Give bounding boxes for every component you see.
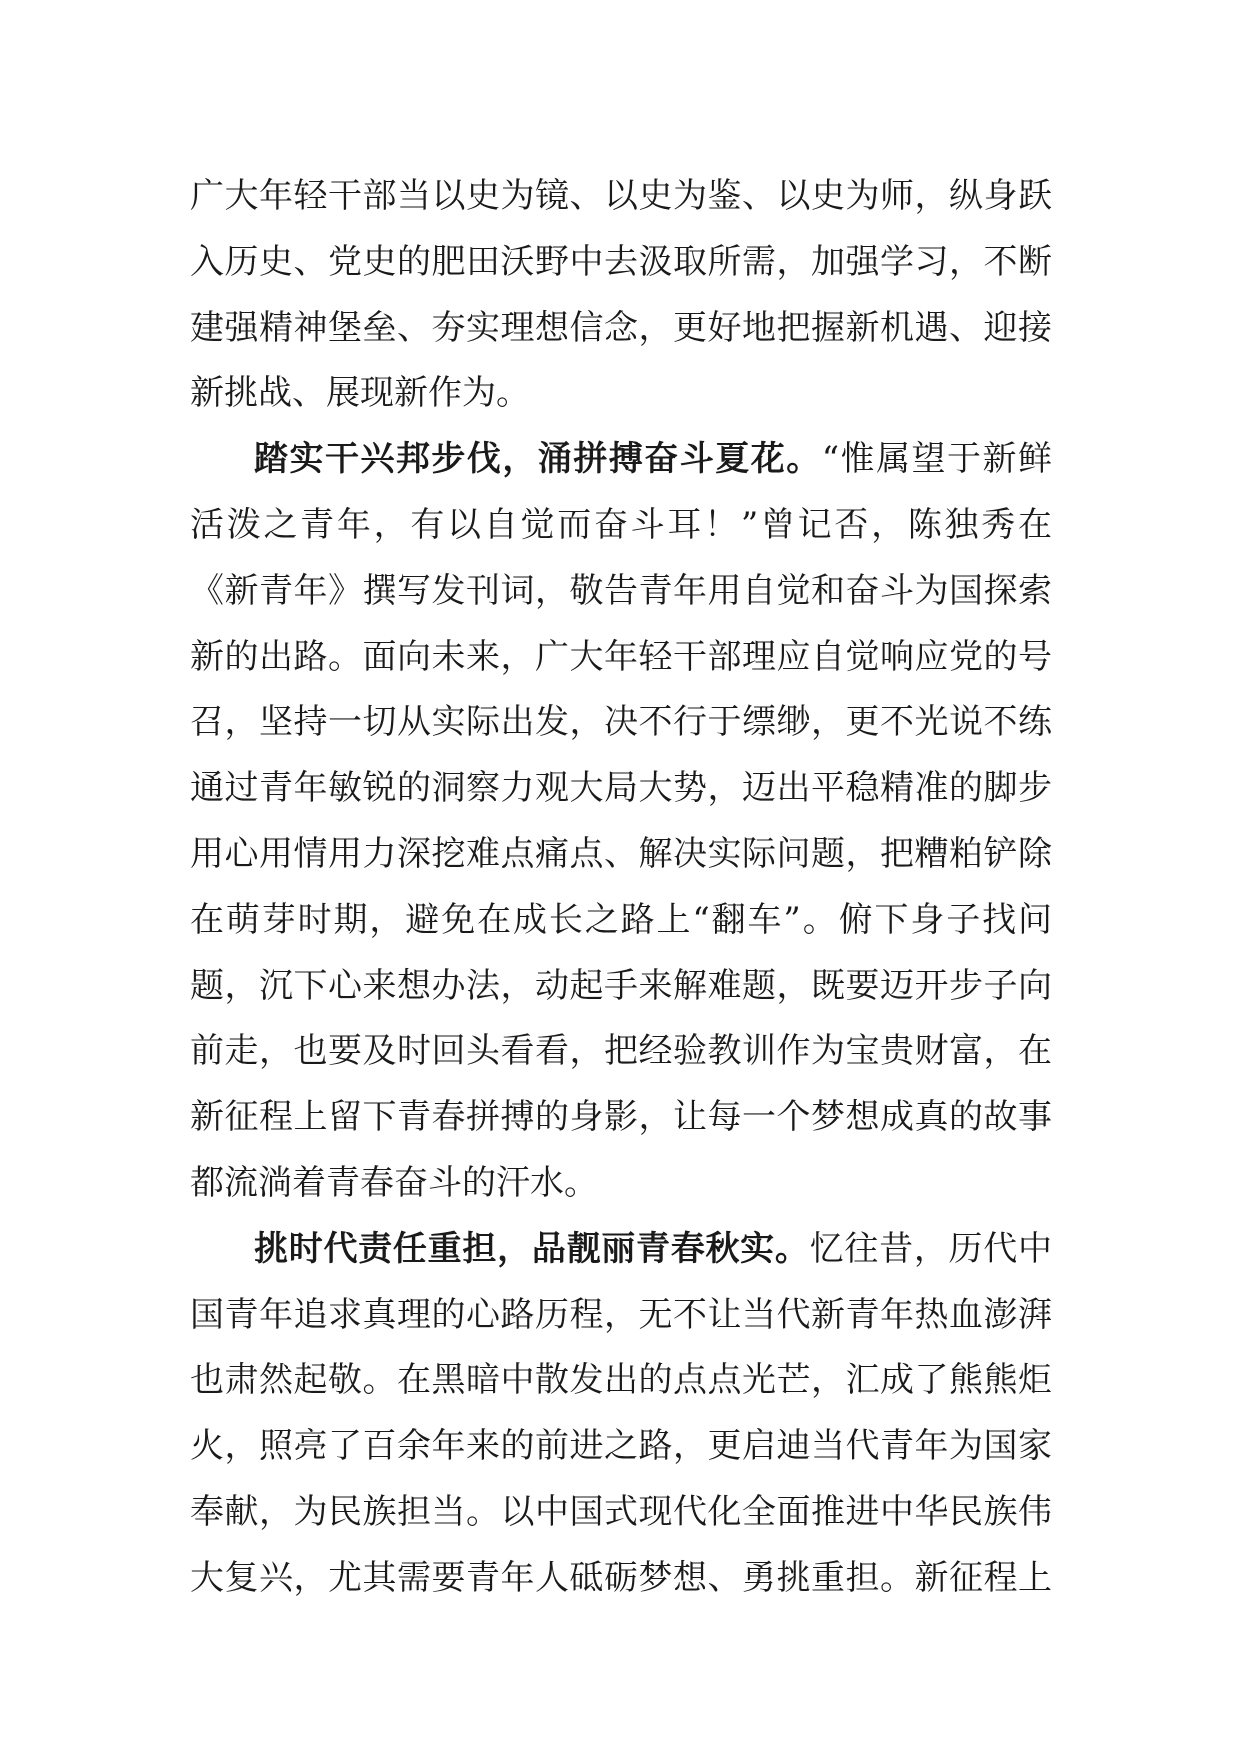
- paragraph-first-line: [190, 427, 1052, 493]
- text-line: 火，照亮了百余年来的前进之路，更启迪当代青年为国家: [190, 1426, 1052, 1467]
- text-line: 也肃然起敬。在黑暗中散发出的点点光芒，汇成了熊熊炬: [190, 1360, 1052, 1401]
- text-span: “惟属望于新鲜: [821, 439, 1052, 480]
- text-line: 大复兴，尤其需要青年人砥砺梦想、勇挑重担。新征程上: [190, 1557, 1052, 1598]
- text-line: 建强精神堡垒、夯实理想信念，更好地把握新机遇、迎接: [190, 307, 1052, 348]
- text-line: 用心用情用力深挖难点痛点、解决实际问题，把糟粕铲除: [190, 833, 1052, 874]
- paragraph-heading: 踏实干兴邦步伐，涌拼搏奋斗夏花。: [254, 439, 822, 480]
- text-line: 《新青年》撰写发刊词，敬告青年用自觉和奋斗为国探索: [190, 570, 1052, 611]
- paragraph-2: [190, 427, 1052, 1217]
- document-page: [190, 164, 1052, 1612]
- text-line: 新的出路。面向未来，广大年轻干部理应自觉响应党的号: [190, 636, 1052, 677]
- text-line: 前走，也要及时回头看看，把经验教训作为宝贵财富，在: [190, 1031, 1052, 1072]
- text-span: 忆往昔，历代中: [809, 1228, 1053, 1269]
- text-line: 广大年轻干部当以史为镜、以史为鉴、以史为师，纵身跃: [190, 176, 1052, 216]
- text-line: 在萌芽时期，避免在成长之路上“翻车”。俯下身子找问: [190, 899, 1052, 940]
- text-line: 新挑战、展现新作为。: [190, 373, 530, 414]
- text-line: 都流淌着青春奋斗的汗水。: [190, 1162, 598, 1203]
- paragraph-3: [190, 1217, 1052, 1612]
- paragraph-first-line: [190, 1217, 1052, 1283]
- text-line: 通过青年敏锐的洞察力观大局大势，迈出平稳精准的脚步: [190, 768, 1052, 809]
- text-line: 国青年追求真理的心路历程，无不让当代新青年热血澎湃: [190, 1294, 1052, 1335]
- text-line: 活泼之青年，有以自觉而奋斗耳！”曾记否，陈独秀在: [190, 504, 1052, 545]
- text-line: 题，沉下心来想办法，动起手来解难题，既要迈开步子向: [190, 965, 1052, 1006]
- text-line: 奉献，为民族担当。以中国式现代化全面推进中华民族伟: [190, 1491, 1052, 1532]
- text-line: 新征程上留下青春拼搏的身影，让每一个梦想成真的故事: [190, 1097, 1052, 1138]
- paragraph-1: [190, 164, 1052, 427]
- text-line: 召，坚持一切从实际出发，决不行于缥缈，更不光说不练: [190, 702, 1052, 743]
- paragraph-heading: 挑时代责任重担，品靓丽青春秋实。: [254, 1228, 810, 1269]
- text-line: 入历史、党史的肥田沃野中去汲取所需，加强学习，不断: [190, 241, 1052, 282]
